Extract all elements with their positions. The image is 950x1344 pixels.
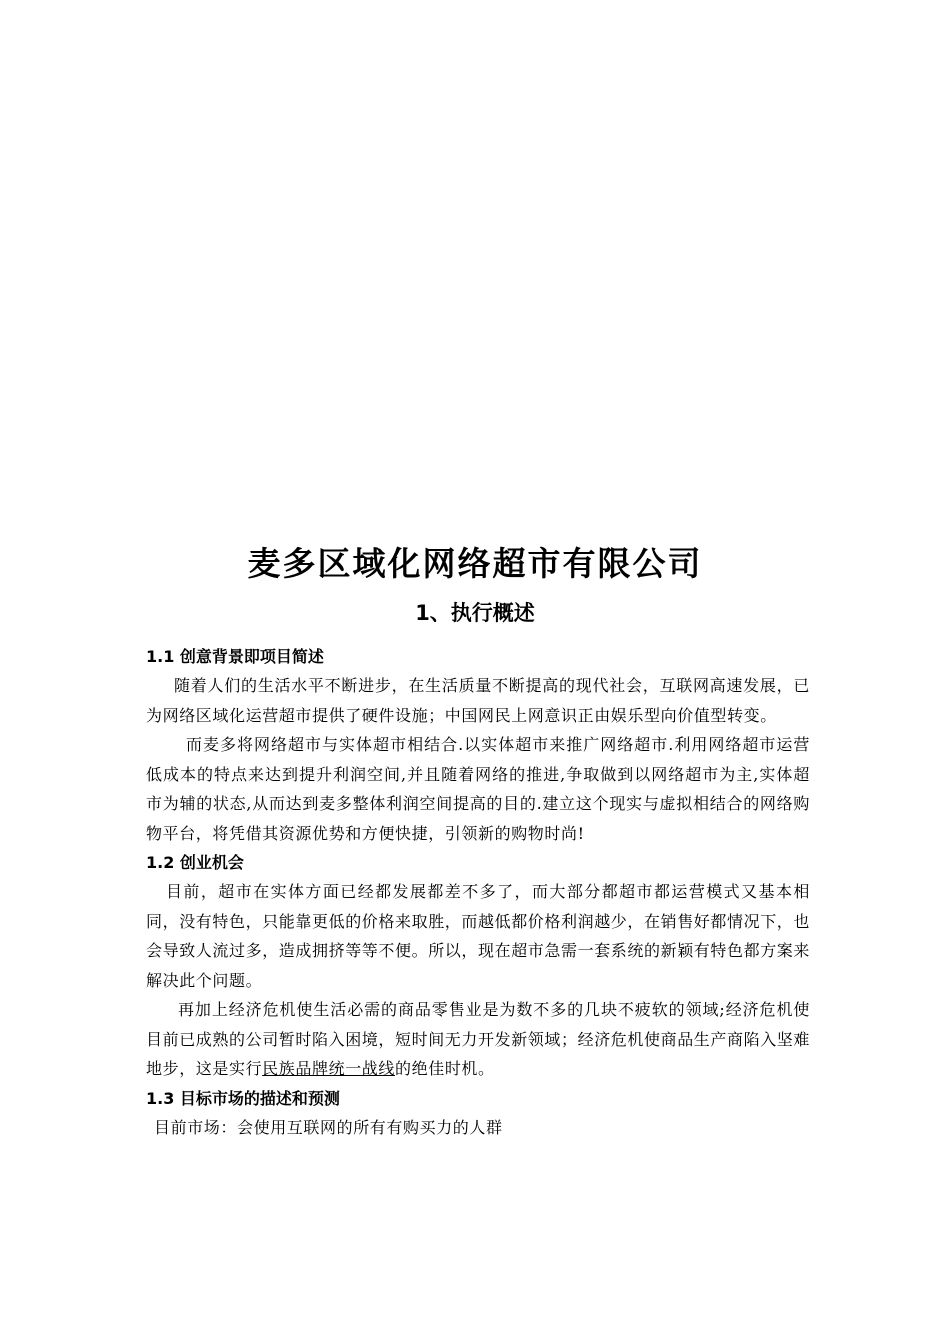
section-1-3-paragraph-1: 目前市场：会使用互联网的所有有购买力的人群 — [154, 1117, 503, 1137]
chapter-title: 1、执行概述 — [415, 601, 535, 625]
section-1-2-paragraph-1: 目前，超市在实体方面已经都发展都差不多了，而大部分都超市都运营模式又基本相同，没有特色，只能靠更低的价格来取胜，而越低都价格利润越少，在销售好都情况下，也会导致人流过多，造成拥挤等等不便。所以，现在超市急需一套系统的新颖有特色都方案来解决此个问题。 — [146, 882, 811, 990]
section-heading-1-1: 1.1 创意背景即项目简述 — [146, 647, 324, 666]
underlined-phrase: 民族品牌统一战线 — [262, 1059, 396, 1078]
section-1-1-paragraph-2: 而麦多将网络超市与实体超市相结合.以实体超市来推广网络超市.利用网络超市运营低成本的特点来达到提升利润空间,并且随着网络的推进,争取做到以网络超市为主,实体超市为辅的状态,从而达到麦多整体利润空间提高的目的.建立这个现实与虚拟相结合的网络购物平台，将凭借其资源优势和方便快捷，引领新的购物时尚! — [146, 735, 810, 843]
document-body — [146, 642, 810, 1142]
section-heading-1-3: 1.3 目标市场的描述和预测 — [146, 1088, 340, 1108]
section-heading-1-2: 1.2 创业机会 — [146, 853, 244, 872]
section-1-1-paragraph-1: 随着人们的生活水平不断进步，在生活质量不断提高的现代社会，互联网高速发展，已为网络区域化运营超市提供了硬件设施；中国网民上网意识正由娱乐型向价值型转变。 — [146, 676, 810, 725]
paragraph-text: 的绝佳时机。 — [395, 1059, 495, 1078]
section-1-2-paragraph-2 — [146, 995, 810, 1084]
document-title: 麦多区域化网络超市有限公司 — [247, 544, 703, 583]
paragraph-text: 再加上经济危机使生活必需的商品零售业是为数不多的几块不疲软的领域;经济危机使目前已成熟的公司暂时陷入困境，短时间无力开发新领域；经济危机使商品生产商陷入坚难地步，这是实行 — [146, 1000, 811, 1078]
